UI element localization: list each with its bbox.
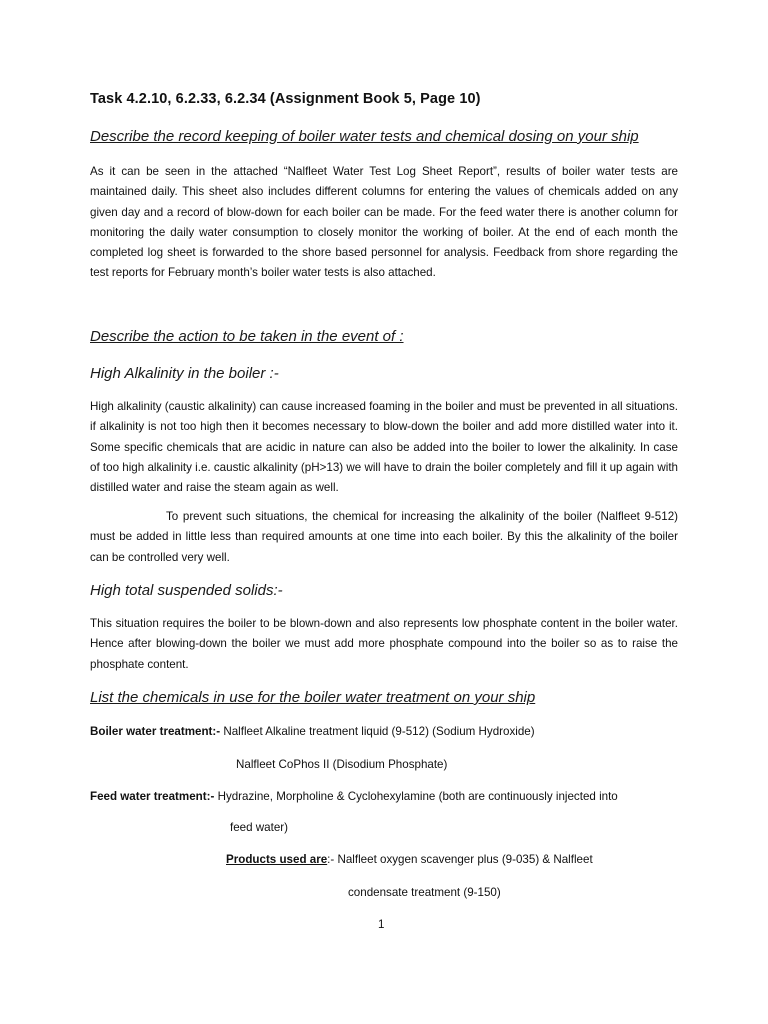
feed-treatment-line — [90, 790, 618, 803]
section-heading-actions: Describe the action to be taken in the event of : — [90, 328, 404, 345]
feed-treatment-item-1: Hydrazine, Morpholine & Cyclohexylamine (both are continuously injected into — [214, 790, 618, 803]
suspended-solids-paragraph: This situation requires the boiler to be blown-down and also represents low phosphate content in the boiler water. Hence after blowing-down the boiler we must add more phosphate compound into the boiler so as to raise the phosphate content. — [90, 617, 678, 671]
boiler-treatment-label: Boiler water treatment:- — [90, 725, 221, 738]
feed-treatment-label: Feed water treatment:- — [90, 790, 215, 803]
boiler-treatment-item-1: Nalfleet Alkaline treatment liquid (9-512) (Sodium Hydroxide) — [220, 725, 535, 738]
prevention-paragraph: To prevent such situations, the chemical for increasing the alkalinity of the boiler (Nalfleet 9-512) must be added in little less than required amounts at one time into each boiler. By this the alkalinity of the boiler can be controlled very well. — [90, 510, 678, 564]
high-alkalinity-paragraph: High alkalinity (caustic alkalinity) can cause increased foaming in the boiler and must be prevented in all situations. if alkalinity is not too high then it becomes necessary to blow-down the boiler and add more distilled water into it. Some specific chemicals that are acidic in nature can also be added into the boiler to lower the alkalinity. In case of too high alkalinity i.e. caustic alkalinity (pH>13) we will have to drain the boiler completely and fill it up again with distilled water and raise the steam again as well. — [90, 400, 678, 495]
boiler-treatment-item-2: Nalfleet CoPhos II (Disodium Phosphate) — [236, 758, 448, 771]
subheading-high-alkalinity: High Alkalinity in the boiler :- — [90, 365, 279, 382]
section-heading-record-keeping: Describe the record keeping of boiler water tests and chemical dosing on your ship — [90, 128, 639, 145]
section-heading-chemicals: List the chemicals in use for the boiler water treatment on your ship — [90, 689, 536, 706]
boiler-treatment-line — [90, 725, 535, 738]
products-line — [226, 853, 593, 866]
task-title: Task 4.2.10, 6.2.33, 6.2.34 (Assignment Book 5, Page 10) — [90, 91, 481, 107]
products-label: Products used are — [226, 853, 328, 866]
products-text: :- Nalfleet oxygen scavenger plus (9-035) & Nalfleet — [327, 853, 593, 866]
record-keeping-paragraph: As it can be seen in the attached “Nalfleet Water Test Log Sheet Report”, results of boiler water tests are maintained daily. This sheet also includes different columns for entering the values of chemicals added on any given day and a record of blow-down for each boiler can be made. For the feed water there is another column for monitoring the daily water consumption to closely monitor the working of boiler. At the end of each month the completed log sheet is forwarded to the shore based personnel for analysis. Feedback from shore regarding the test reports for February month’s boiler water tests is also attached. — [90, 165, 678, 280]
feed-treatment-item-1-cont: feed water) — [230, 821, 288, 834]
products-cont: condensate treatment (9-150) — [348, 886, 501, 899]
subheading-suspended-solids: High total suspended solids:- — [90, 582, 283, 599]
page-number: 1 — [378, 918, 385, 931]
